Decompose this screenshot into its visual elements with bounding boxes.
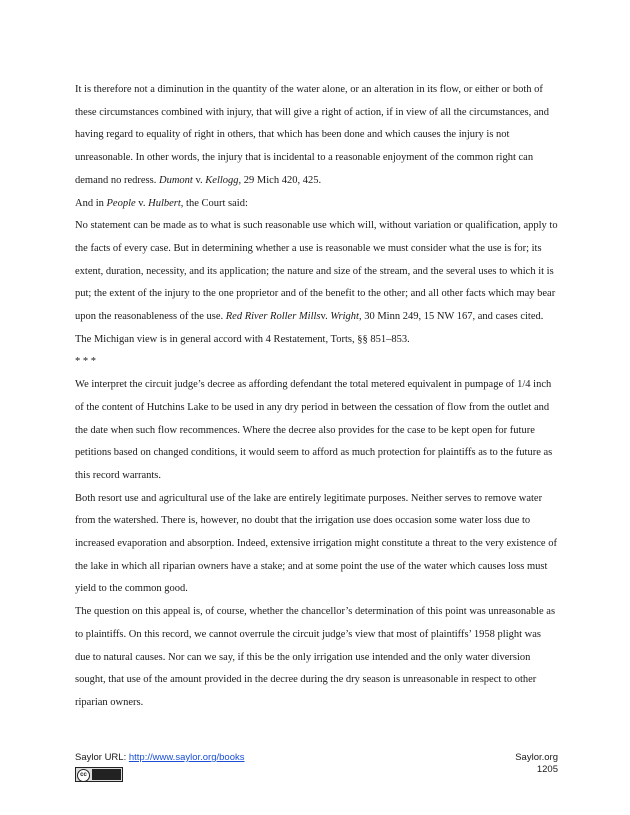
paragraph-7: Both resort use and agricultural use of the lake are entirely legitimate purposes. Neither serves to remove water from the watershed. There is, however, no doubt that the irrigation use does occasion some water loss due to increased evaporation and absorption. Indeed, extensive irrigation might constitute a threat to the very existence of the lake in which all riparian owners have a stake; and at some point the use of the water which causes loss must yield to the common good. <box>75 492 557 595</box>
case-name: Red River Roller Mills <box>225 311 321 323</box>
document-body <box>75 79 558 715</box>
url-label: Saylor URL: <box>75 752 129 763</box>
footer-right <box>515 752 558 776</box>
case-name: Wright <box>330 311 359 323</box>
paragraph-6: We interpret the circuit judge’s decree as affording defendant the total metered equivalent in pumpage of 1/4 inch of the content of Hutchins Lake to be used in any dry period in between the cessation of flow from the outlet and the date when such flow recommences. Where the decree also provides for the case to be kept open for future petitions based on changed conditions, it would seem to afford as much protection for plaintiffs as to the future as this record warrants. <box>75 379 553 481</box>
saylor-books-link[interactable]: http://www.saylor.org/books <box>128 752 245 763</box>
paragraph-2: And in People v. Hulbert, the Court said: <box>75 197 248 209</box>
paragraph-4: The Michigan view is in general accord with 4 Restatement, Torts, §§ 851–853. <box>75 333 410 345</box>
footer-left <box>75 752 245 786</box>
case-name: Dumont <box>158 174 193 186</box>
page-number: 1205 <box>536 764 558 775</box>
site-name: Saylor.org <box>515 752 558 763</box>
paragraph-3: No statement can be made as to what is such reasonable use which will, without variation or qualification, apply to the facts of every case. But in determining whether a use is reasonable we must consider what the use is for; its extent, duration, necessity, and its application; the nature and size of the stream, and the several uses to which it is put; the extent of the injury to the one proprietor and of the benefit to the other; and all other facts which may bear upon the reasonableness of the use. Red River Roller Millsv. Wright, 30 Minn 249, 15 NW 167, and cases cited. <box>75 220 558 323</box>
creative-commons-license-icon <box>75 767 123 782</box>
paragraph-8: The question on this appeal is, of course, whether the chancellor’s determination of this point was unreasonable as to plaintiffs. On this record, we cannot overrule the circuit judge’s view that most of plaintiffs’ 1958 plight was due to natural causes. Nor can we say, if this be the only irrigation use intended and the only water diversion sought, that use of the amount provided in the decree during the dry season is unreasonable in respect to other riparian owners. <box>75 606 556 708</box>
case-name: Kellogg <box>205 174 239 186</box>
case-name: Hulbert <box>148 197 181 209</box>
case-name: People <box>106 197 136 209</box>
section-break: * * * <box>75 356 96 368</box>
paragraph-1: It is therefore not a diminution in the quantity of the water alone, or an alteration in its flow, or either or both of these circumstances combined with injury, that will give a right of action, if in view of all the circumstances, and having regard to equality of right in others, that which has been done and which causes the injury is not unreasonable. In other words, the injury that is incidental to a reasonable enjoyment of the common right can demand no redress. Dumont v. Kellogg, 29 Mich 420, 425. <box>75 84 550 186</box>
cc-logo-text: cc <box>77 769 90 782</box>
